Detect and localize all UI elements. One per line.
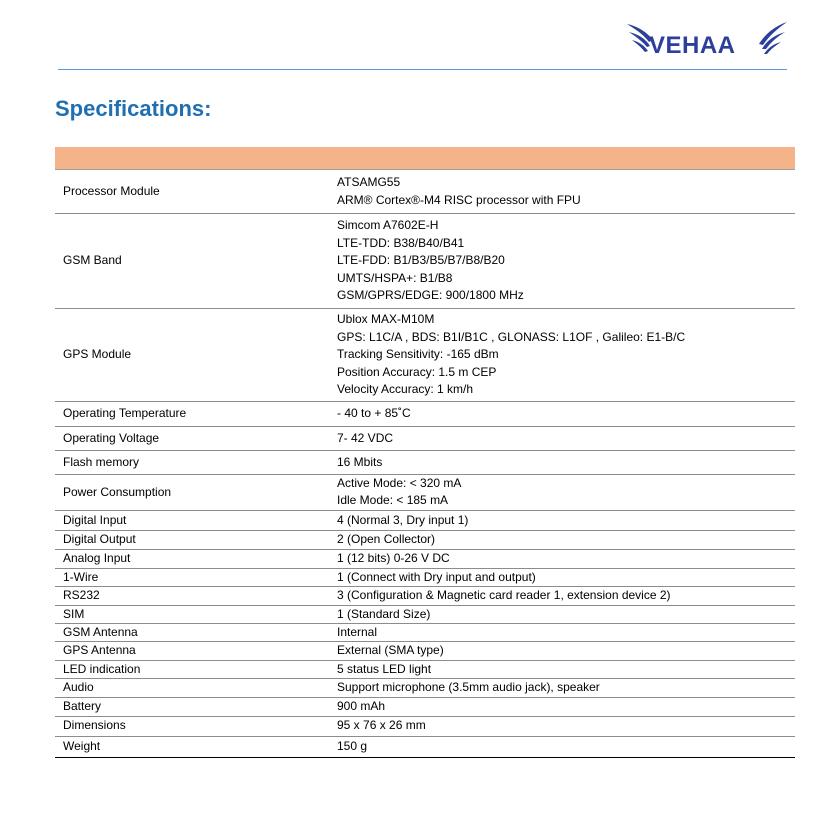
spec-label: Digital Input: [55, 510, 337, 530]
spec-label: GSM Band: [55, 214, 337, 309]
spec-value-line: 2 (Open Collector): [337, 532, 436, 547]
spec-row: [55, 642, 795, 660]
spec-row: [55, 660, 795, 678]
spec-label: Operating Voltage: [55, 427, 337, 451]
specifications-table: [55, 147, 795, 758]
spec-value-line: Simcom A7602E-H: [337, 218, 439, 233]
spec-value-line: 1 (Standard Size): [337, 606, 431, 621]
spec-row: [55, 587, 795, 605]
spec-row: [55, 549, 795, 568]
spec-row: [55, 716, 795, 736]
spec-value: [337, 624, 795, 642]
spec-value-line: ARM® Cortex®-M4 RISC processor with FPU: [337, 192, 581, 207]
spec-value-line: Tracking Sensitivity: -165 dBm: [337, 347, 499, 362]
spec-value: [337, 679, 795, 697]
brand-logo: [627, 20, 787, 62]
spec-row: [55, 679, 795, 697]
spec-value-line: LTE-FDD: B1/B3/B5/B7/B8/B20: [337, 253, 505, 268]
spec-row: [55, 510, 795, 530]
spec-value-line: 16 Mbits: [337, 454, 383, 469]
spec-value-line: Active Mode: < 320 mA: [337, 476, 462, 490]
spec-value: [337, 427, 795, 451]
header-divider: [58, 69, 787, 70]
spec-row: [55, 214, 795, 309]
spec-label: Operating Temperature: [55, 402, 337, 427]
spec-value: [337, 451, 795, 475]
spec-value-line: Idle Mode: < 185 mA: [337, 493, 449, 508]
spec-row: [55, 736, 795, 757]
spec-value: [337, 736, 795, 757]
spec-label: 1-Wire: [55, 568, 337, 586]
spec-value-line: - 40 to + 85˚C: [337, 406, 411, 421]
table-header-band: [55, 147, 795, 170]
spec-row: [55, 475, 795, 511]
spec-row: [55, 427, 795, 451]
spec-value: [337, 214, 795, 309]
page-title: Specifications:: [55, 96, 212, 121]
spec-label: SIM: [55, 605, 337, 623]
spec-value-line: 4 (Normal 3, Dry input 1): [337, 512, 469, 527]
spec-row: [55, 568, 795, 586]
spec-value: [337, 170, 795, 214]
spec-value-line: Ublox MAX-M10M: [337, 312, 435, 327]
spec-value-line: 7- 42 VDC: [337, 430, 394, 445]
spec-value-line: 1 (12 bits) 0-26 V DC: [337, 551, 450, 566]
spec-value: [337, 587, 795, 605]
spec-row: [55, 624, 795, 642]
spec-value-line: GSM/GPRS/EDGE: 900/1800 MHz: [337, 288, 524, 303]
spec-row: [55, 309, 795, 402]
spec-value-line: LTE-TDD: B38/B40/B41: [337, 235, 465, 250]
spec-value-line: 150 g: [337, 738, 368, 753]
spec-value-line: Velocity Accuracy: 1 km/h: [337, 382, 474, 397]
spec-value: [337, 510, 795, 530]
spec-value-line: External (SMA type): [337, 643, 444, 658]
spec-label: RS232: [55, 587, 337, 605]
spec-value-line: ATSAMG55: [337, 175, 401, 190]
spec-value-line: Internal: [337, 625, 378, 640]
spec-row: [55, 605, 795, 623]
spec-row: [55, 530, 795, 549]
spec-value: [337, 642, 795, 660]
spec-label: Battery: [55, 697, 337, 716]
spec-label: Processor Module: [55, 170, 337, 214]
spec-value-line: UMTS/HSPA+: B1/B8: [337, 270, 453, 285]
spec-label: Analog Input: [55, 549, 337, 568]
spec-label: Power Consumption: [55, 475, 337, 511]
spec-value-line: GPS: L1C/A , BDS: B1I/B1C , GLONASS: L1OF , Galileo: E1-B/C: [337, 329, 686, 344]
spec-value: [337, 549, 795, 568]
spec-value-line: Support microphone (3.5mm audio jack), speaker: [337, 680, 600, 695]
spec-label: Weight: [55, 736, 337, 757]
spec-value-line: 3 (Configuration & Magnetic card reader 1, extension device 2): [337, 588, 671, 603]
spec-value-line: 5 status LED light: [337, 661, 432, 676]
spec-value-line: 900 mAh: [337, 698, 386, 713]
spec-row: [55, 697, 795, 716]
spec-value-line: Position Accuracy: 1.5 m CEP: [337, 364, 497, 379]
spec-label: Flash memory: [55, 451, 337, 475]
spec-value: [337, 475, 795, 511]
spec-value-line: 1 (Connect with Dry input and output): [337, 569, 536, 584]
spec-value-line: 95 x 76 x 26 mm: [337, 718, 426, 733]
spec-label: GPS Module: [55, 309, 337, 402]
spec-label: Audio: [55, 679, 337, 697]
spec-value: [337, 697, 795, 716]
spec-label: GPS Antenna: [55, 642, 337, 660]
spec-label: Digital Output: [55, 530, 337, 549]
spec-value: [337, 716, 795, 736]
spec-label: LED indication: [55, 660, 337, 678]
spec-value: [337, 660, 795, 678]
spec-label: Dimensions: [55, 716, 337, 736]
spec-row: [55, 170, 795, 214]
spec-value: [337, 530, 795, 549]
spec-value: [337, 568, 795, 586]
spec-value: [337, 605, 795, 623]
spec-value: [337, 309, 795, 402]
spec-row: [55, 451, 795, 475]
spec-label: GSM Antenna: [55, 624, 337, 642]
spec-value: [337, 402, 795, 427]
spec-row: [55, 402, 795, 427]
brand-name: VEHAA: [649, 32, 736, 59]
